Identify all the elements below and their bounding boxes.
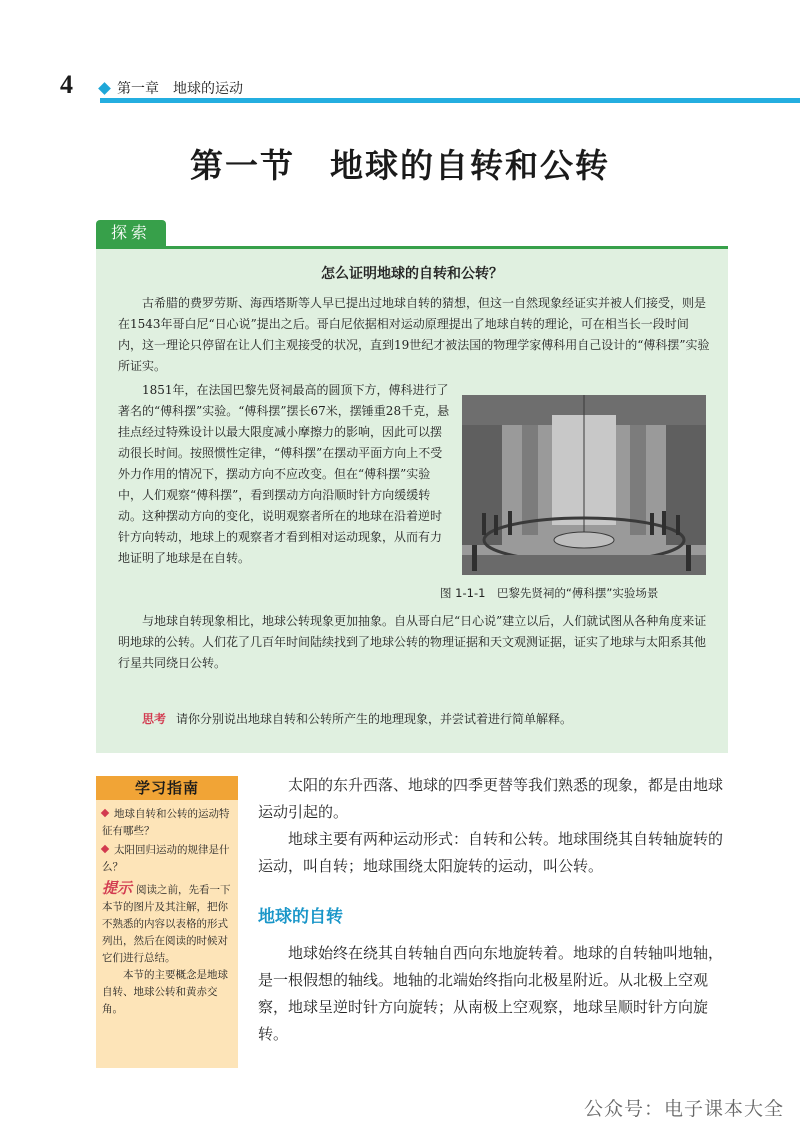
think-label: 思考 (142, 712, 167, 726)
study-guide-body (96, 800, 238, 1018)
guide-item (102, 806, 232, 840)
explore-box (96, 246, 728, 753)
section-title: 第一节 地球的自转和公转 (190, 146, 610, 185)
explore-paragraph-3: 与地球自转现象相比，地球公转现象更加抽象。自从哥白尼“日心说”建立以后，人们就试图从各种角度来证明地球的公转。人们花了几百年时间陆续找到了地球公转的物理证据和天文观测证据，证实了地球与太阳系其他行星共同绕日公转。 (118, 614, 707, 670)
explore-paragraph-1: 古希腊的费罗劳斯、海西塔斯等人早已提出过地球自转的猜想，但这一自然现象经证实并被人们接受，则是在1543年哥白尼“日心说”提出之后。哥白尼依据相对运动原理提出了地球自转的理论，可在相当长一段时间内，这一理论只停留在让人们主观接受的状况，直到19世纪才被法国的物理学家傅科用自己设计的“傅科摆”实验所证实。 (118, 296, 710, 373)
diamond-bullet-icon (101, 845, 109, 853)
guide-item (102, 842, 232, 876)
chapter-label (100, 78, 243, 98)
subheading-rotation: 地球的自转 (258, 907, 343, 927)
guide-concepts: 本节的主要概念是地球自转、地球公转和黄赤交角。 (102, 969, 228, 1015)
tip-text: 阅读之前，先看一下本节的图片及其注解，把你不熟悉的内容以表格的形式列出，然后在阅读的时候对它们进行总结。 (102, 884, 231, 964)
explore-tab: 探索 (96, 220, 166, 246)
body-paragraph-2: 地球主要有两种运动形式：自转和公转。地球围绕其自转轴旋转的运动，叫自转；地球围绕太阳旋转的运动，叫公转。 (258, 830, 724, 875)
header-rule (100, 98, 800, 103)
guide-item-text: 地球自转和公转的运动特征有哪些？ (102, 808, 230, 837)
body-paragraph-3: 地球始终在绕其自转轴自西向东地旋转着。地球的自转轴叫地轴，是一根假想的轴线。地轴的北端始终指向北极星附近。从北极上空观察，地球呈逆时针方向旋转；从南极上空观察，地球呈顺时针方向旋转。 (258, 944, 724, 1043)
foucault-pendulum-photo (462, 395, 706, 575)
body-paragraph-1: 太阳的东升西落、地球的四季更替等我们熟悉的现象，都是由地球运动引起的。 (258, 776, 724, 821)
page-header (0, 0, 800, 110)
diamond-icon (98, 82, 111, 95)
guide-item-text: 太阳回归运动的规律是什么？ (102, 844, 230, 873)
figure-caption: 图 1-1-1 巴黎先贤祠的“傅科摆”实验场景 (440, 586, 659, 600)
explore-question: 怎么证明地球的自转和公转？ (321, 266, 503, 282)
tip-label: 提示 (102, 879, 133, 897)
diamond-bullet-icon (101, 809, 109, 817)
study-guide-box (96, 776, 238, 1068)
think-text: 请你分别说出地球自转和公转所产生的地理现象，并尝试着进行简单解释。 (176, 712, 573, 726)
think-prompt (142, 709, 712, 730)
explore-paragraph-2: 1851年，在法国巴黎先贤祠最高的圆顶下方，傅科进行了著名的“傅科摆”实验。“傅科摆”摆长67米，摆锤重28千克，悬挂点经过特殊设计以最大限度减小摩擦力的影响，因此可以摆动很长时间。按照惯性定律，“傅科摆”在摆动平面方向上不受外力作用的情况下，摆动方向不应改变。但在“傅科摆”实验中，人们观察“傅科摆”，看到摆动方向沿顺时针方向缓缓转动。这种摆动方向的变化，说明观察者所在的地球在沿着逆时针方向转动，地球上的观察者才看到相对运动现象，从而有力地证明了地球是在自转。 (118, 383, 450, 565)
page-number: 4 (60, 70, 73, 99)
guide-tip (102, 880, 232, 967)
footer-watermark: 公众号：电子课本大全 (583, 1098, 784, 1120)
chapter-title: 第一章 地球的运动 (117, 81, 243, 97)
study-guide-title: 学习指南 (96, 776, 238, 800)
